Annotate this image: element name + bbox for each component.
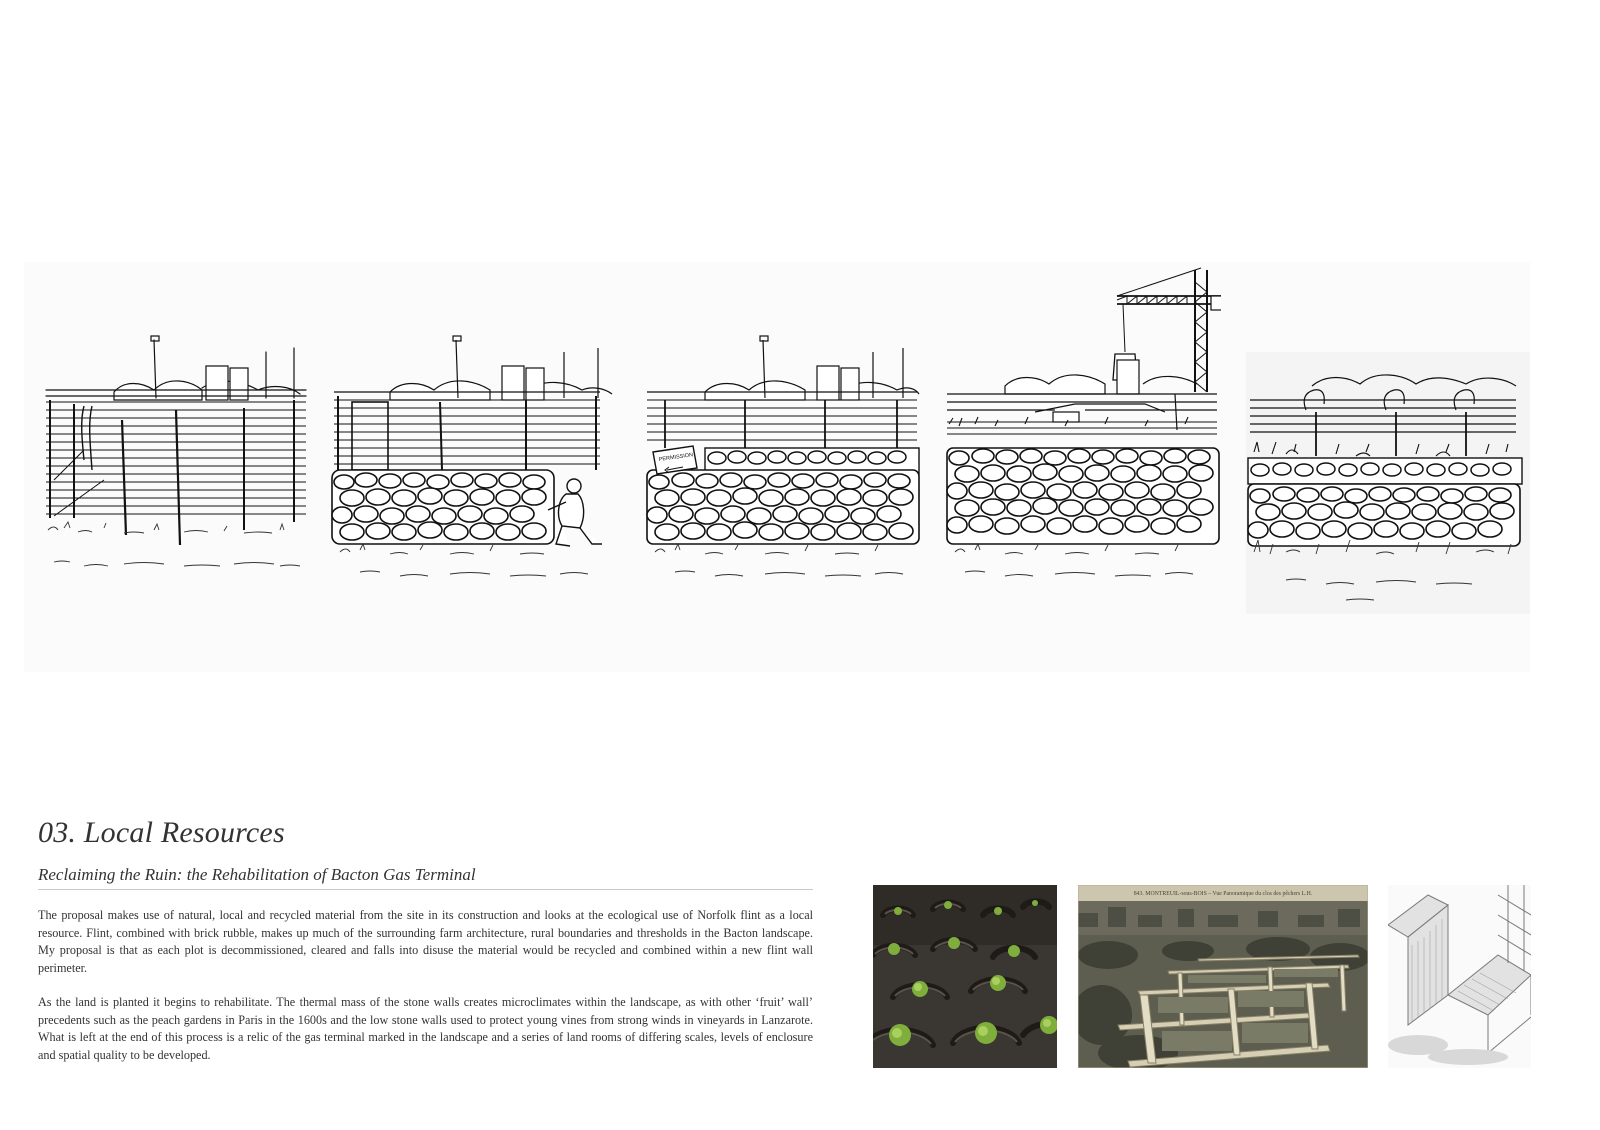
- sketch-planted-land-room: [1246, 352, 1530, 614]
- sketch-crane-wall: [945, 262, 1221, 592]
- photo-pencil-wall-model: [1388, 885, 1531, 1068]
- page-subtitle: Reclaiming the Ruin: the Rehabilitation of Bacton Gas Terminal: [38, 865, 476, 884]
- postcard-caption: 843. MONTREUIL-sous-BOIS – Vue Panoramique du clos des pêchers L.H.: [1133, 891, 1313, 897]
- sketch-fenced-terminal: [44, 330, 310, 590]
- subtitle-divider: [38, 889, 813, 890]
- page-title: 03. Local Resources: [38, 816, 285, 849]
- sketch-flint-wall-figure: [330, 330, 614, 592]
- body-paragraph-1: The proposal makes use of natural, local and recycled material from the site in its construction and looks at the ecological use of Norfolk flint as a local resource. Flint, combined with brick rubble, makes up much of the surrounding farm architecture, rural boundaries and thresholds in the Bacton landscape. My proposal is that as each plot is decommissioned, cleared and falls into disuse the material would be recycled and combined within a new flint wall perimeter.: [38, 908, 813, 975]
- sketch-wall-with-sign: [645, 330, 921, 592]
- photo-lanzarote-vineyard: [873, 885, 1057, 1068]
- body-paragraph-2: As the land is planted it begins to rehabilitate. The thermal mass of the stone walls creates microclimates within the landscape, as with other ‘fruit’ wall’ precedents such as the peach gardens in Paris in the 1600s and the low stone walls used to protect young vines from strong winds in vineyards in Lanzarote. What is left at the end of this process is a relic of the gas terminal marked in the landscape and a series of land rooms of differing scales, levels of enclosure and spatial quality to be developed.: [38, 995, 813, 1062]
- permission-sign-text: PERMISSION: [658, 452, 694, 463]
- photo-montreuil-peach-walls-postcard: [1078, 885, 1368, 1068]
